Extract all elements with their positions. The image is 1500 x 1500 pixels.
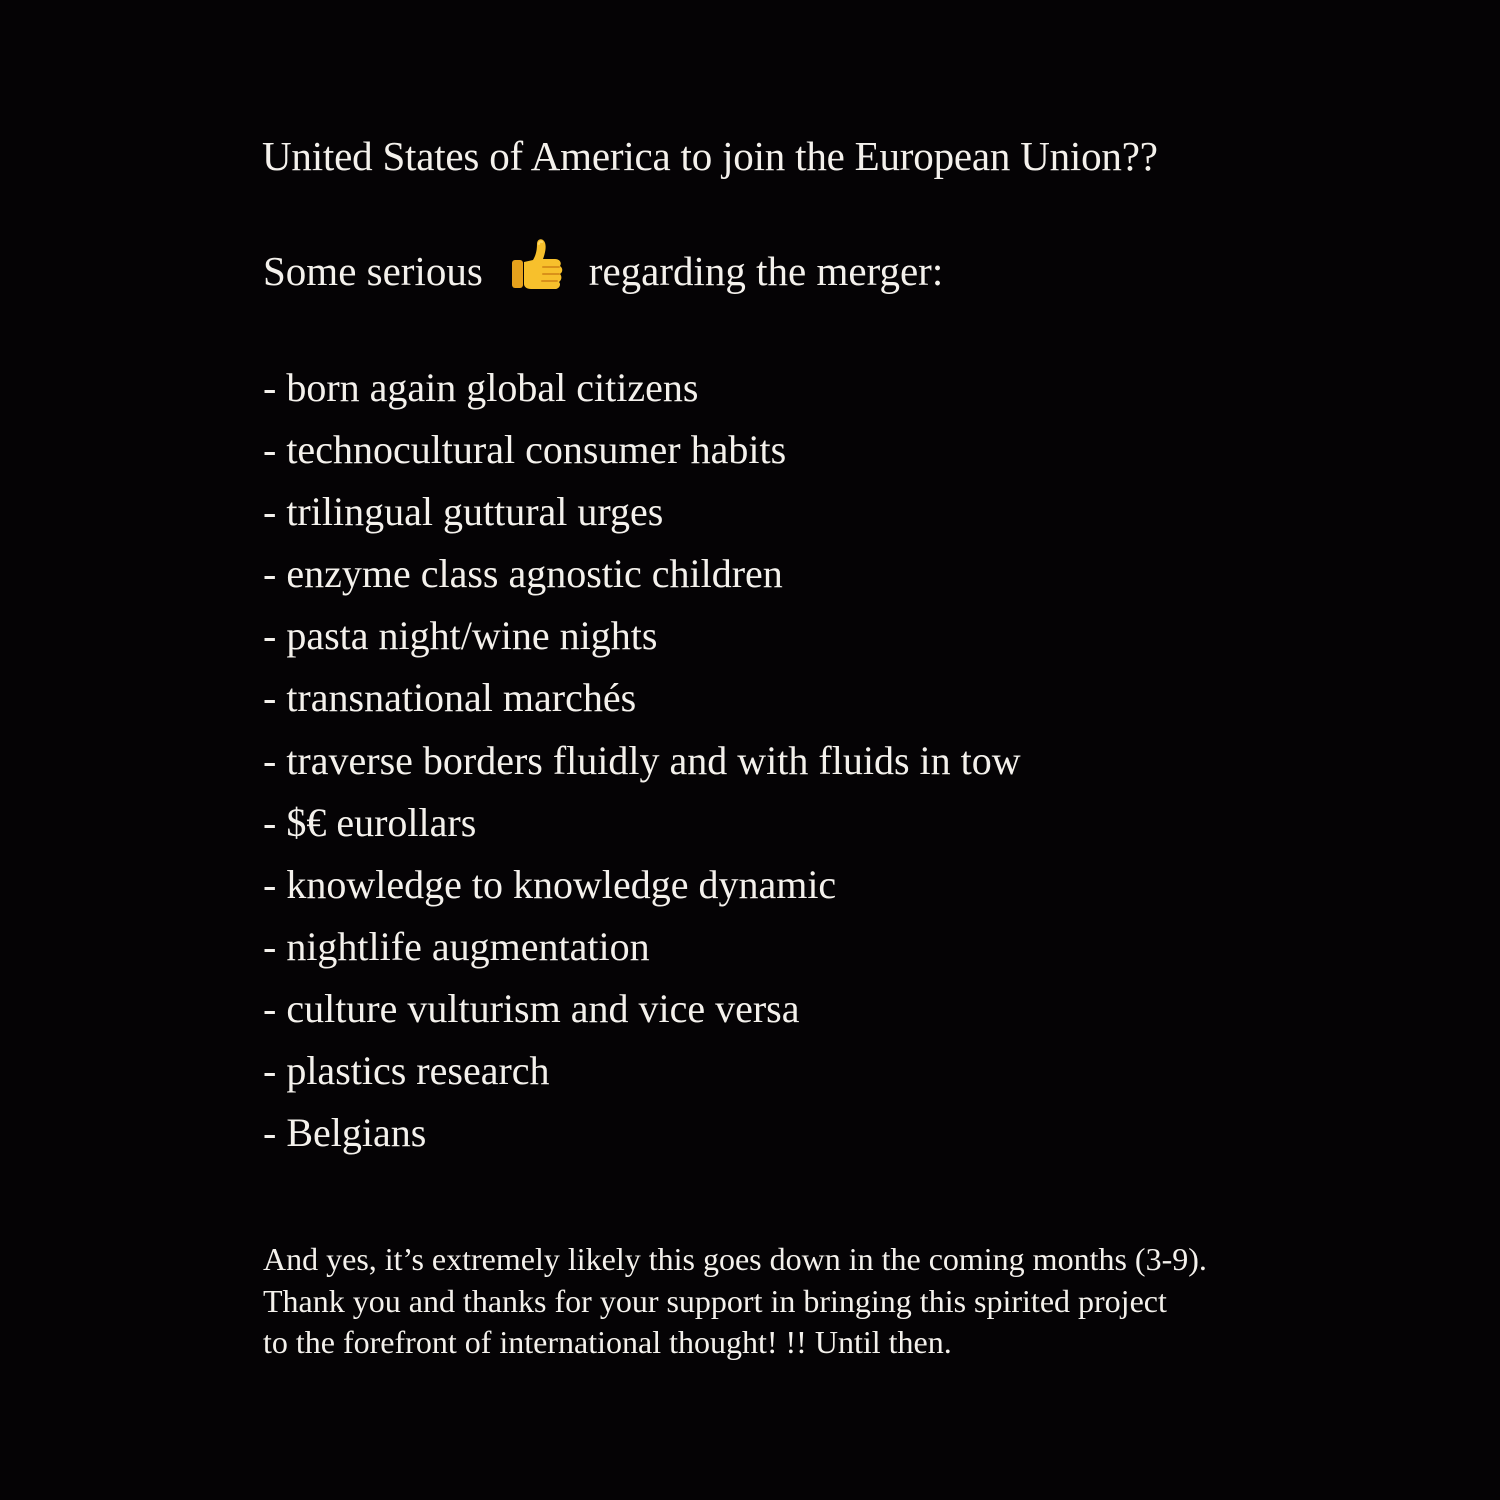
closing-line: Thank you and thanks for your support in bringing this spirited project [263,1282,1167,1319]
list-item: - knowledge to knowledge dynamic [263,861,837,907]
list-item: - culture vulturism and vice versa [263,985,800,1031]
thumbs-up-icon [509,238,565,294]
list-item: - transnational marchés [263,675,637,721]
subtitle-before: Some serious [263,248,483,294]
list-item: - enzyme class agnostic children [263,551,783,597]
closing-paragraph [263,1239,1207,1364]
list-item: - plastics research [263,1048,550,1094]
subtitle-line [263,243,943,299]
list-item: - born again global citizens [263,365,699,410]
list-item: - nightlife augmentation [263,923,650,969]
list-item: - pasta night/wine nights [263,613,658,659]
subtitle-after: regarding the merger: [588,248,944,294]
closing-line: And yes, it’s extremely likely this goes down in the coming months (3-9). [263,1241,1207,1277]
list-item: - traverse borders fluidly and with fluids in tow [263,737,1021,783]
list-item: - Belgians [263,1110,427,1156]
list-item: - $€ eurollars [263,799,477,845]
list-item: - trilingual guttural urges [263,489,664,535]
post-title: United States of America to join the European Union?? [262,133,1158,179]
closing-line: to the forefront of international thought! !! Until then. [263,1324,952,1360]
merger-list [263,360,1021,1167]
list-item: - technocultural consumer habits [263,427,787,473]
